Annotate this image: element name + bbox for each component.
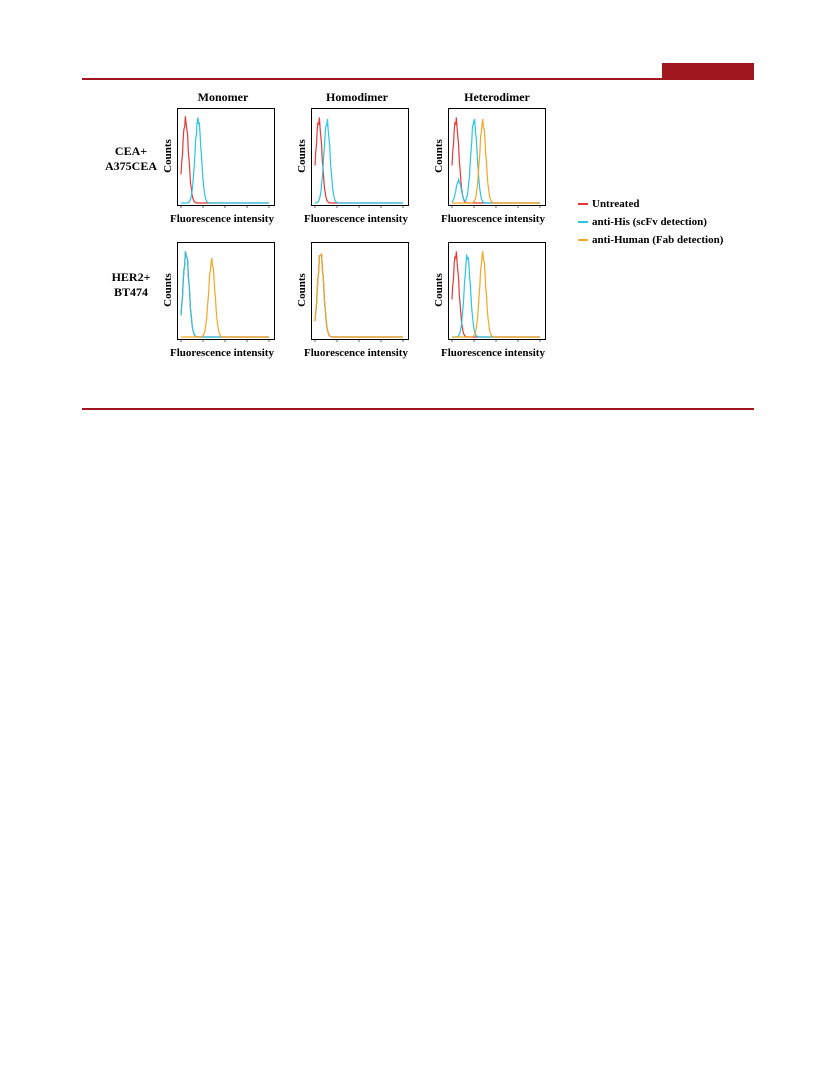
plot-frame (449, 243, 546, 340)
series-line-untreated (452, 118, 540, 204)
legend-item-anti-his (578, 216, 723, 234)
legend-swatch (578, 239, 588, 241)
column-title-monomer: Monomer (197, 90, 249, 104)
series-line-untreated (452, 252, 540, 338)
series-line-anti-his-scfv-detection (181, 118, 269, 203)
legend-label: anti-His (scFv detection) (592, 216, 707, 228)
series-line-anti-his-scfv-detection (315, 119, 403, 203)
histogram-panel (311, 242, 409, 340)
series-line-anti-human-fab-detection (452, 119, 540, 203)
y-axis-label: Counts (432, 139, 445, 173)
row-label-line1: HER2+ (111, 270, 151, 284)
histogram-panel (311, 108, 409, 206)
histogram-plot (177, 108, 275, 206)
x-axis-label: Fluorescence intensity (170, 213, 274, 225)
series-line-anti-his-scfv-detection (181, 251, 269, 337)
x-axis-label: Fluorescence intensity (441, 347, 545, 359)
plot-frame (312, 109, 409, 206)
y-axis-label: Counts (432, 273, 445, 307)
y-axis-label: Counts (295, 273, 308, 307)
histogram-plot (448, 242, 546, 340)
legend-item-untreated (578, 198, 723, 216)
histogram-panel (448, 242, 546, 340)
series-line-anti-human-fab-detection (452, 251, 540, 337)
row-label-cea (91, 144, 171, 174)
x-axis-label: Fluorescence intensity (304, 213, 408, 225)
series-line-anti-his-scfv-detection (452, 255, 540, 337)
histogram-panel (177, 108, 275, 206)
y-axis-label: Counts (295, 139, 308, 173)
histogram-plot (448, 108, 546, 206)
legend-swatch (578, 203, 588, 205)
histogram-plot (311, 108, 409, 206)
series-line-untreated (181, 251, 269, 337)
plot-frame (449, 109, 546, 206)
row-label-line2: A375CEA (104, 159, 157, 173)
legend-item-anti-human (578, 234, 723, 252)
footer-rule (82, 408, 754, 410)
x-axis-label: Fluorescence intensity (170, 347, 274, 359)
legend (578, 198, 723, 252)
series-line-anti-human-fab-detection (315, 254, 403, 337)
row-label-line1: CEA+ (114, 144, 148, 158)
y-axis-label: Counts (161, 139, 174, 173)
column-title-homodimer: Homodimer (326, 90, 388, 104)
histogram-plot (177, 242, 275, 340)
x-axis-label: Fluorescence intensity (441, 213, 545, 225)
legend-label: Untreated (592, 198, 640, 210)
series-line-anti-human-fab-detection (181, 258, 269, 337)
row-label-line2: BT474 (113, 285, 148, 299)
column-title-heterodimer: Heterodimer (464, 90, 530, 104)
histogram-panel (448, 108, 546, 206)
header-rule (82, 78, 754, 80)
legend-label: anti-Human (Fab detection) (592, 234, 724, 246)
header-accent-tab (662, 63, 754, 79)
series-line-untreated (315, 254, 403, 337)
series-line-anti-his-scfv-detection (452, 119, 540, 203)
histogram-panel (177, 242, 275, 340)
row-label-her2 (91, 270, 171, 300)
x-axis-label: Fluorescence intensity (304, 347, 408, 359)
y-axis-label: Counts (161, 273, 174, 307)
legend-swatch (578, 221, 588, 223)
series-line-anti-his-scfv-detection (315, 254, 403, 337)
histogram-plot (311, 242, 409, 340)
